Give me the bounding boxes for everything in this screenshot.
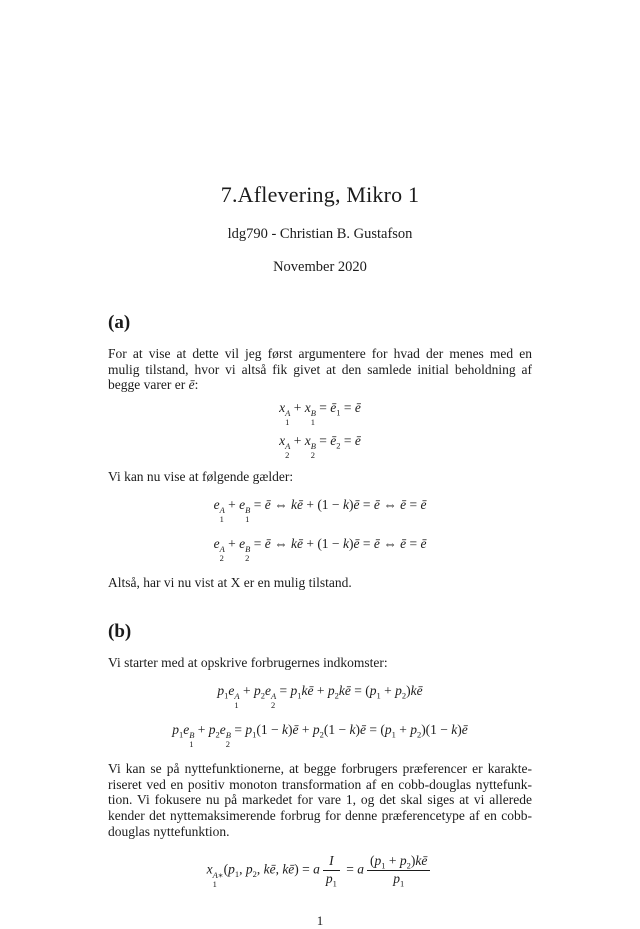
paragraph-line: riseret ved en positiv monoton transformation af en cobb-douglas nyttefunk- bbox=[108, 776, 532, 792]
page-number: 1 bbox=[316, 912, 324, 928]
section-a-mid-text: Vi kan nu vise at følgende gælder: bbox=[108, 468, 294, 484]
equation-line: e A 1 + e B 1 = ē ⇔ kē + (1 − k)ē = ē ⇔ ē = ē bbox=[213, 496, 427, 524]
equation-line: $p_1e$ B 1 + $p_2e$ B 2 = $p_1(1$ − k)ē + $p_2(1$ − k)ē = $(p_1 + p_2)(1$ − k)ē bbox=[172, 722, 468, 750]
equation-line: x A 2 + x B 2 = $ē_2$ = ē bbox=[279, 432, 361, 461]
paragraph-line: For at vise at dette vil jeg først argumentere for hvad der menes med en bbox=[108, 346, 532, 361]
paragraph-line: mulig tilstand, hvor vi altså fik givet at den samlede initial beholdning af bbox=[108, 361, 532, 377]
section-a-equation-block-1 bbox=[108, 400, 532, 460]
document-author: ldg790 - Christian B. Gustafson bbox=[227, 226, 413, 242]
paragraph-line: douglas nyttefunktion. bbox=[108, 823, 230, 839]
section-b-heading: (b) bbox=[108, 621, 132, 643]
section-a-heading: (a) bbox=[108, 312, 131, 333]
document-title: 7.Aflevering, Mikro 1 bbox=[220, 182, 420, 207]
equation-line: x A∗ 1 ($p_1$, $p_2$, kē, kē) = a $\frac{I}{p_1}$ = a $\frac{(p_1 + p_2)kē}{p_1}$ bbox=[108, 853, 532, 889]
section-a-equation-block-2 bbox=[108, 497, 532, 563]
section-b-equation-block-1 bbox=[108, 683, 532, 749]
paragraph-line: Vi kan se på nyttefunktionerne, at begge forbrugers præferencer er karakte- bbox=[108, 761, 532, 777]
section-b-final-equation-block bbox=[108, 853, 532, 889]
section-b-body-paragraph bbox=[108, 761, 532, 839]
paragraph-line: kender det nyttemaksimerende forbrug for denne præferencetype af en cobb- bbox=[108, 807, 532, 823]
paragraph-line: tion. Vi fokusere nu på markedet for vare 1, og det skal siges at vi allerede bbox=[108, 792, 532, 808]
equation-line: x A 1 + x B 1 = $ē_1$ = ē bbox=[279, 399, 361, 427]
paragraph-line: begge varer er ē: bbox=[108, 377, 199, 393]
section-a-outro-text: Altså, har vi nu vist at X er en mulig tilstand. bbox=[108, 574, 352, 590]
section-b-intro-text: Vi starter med at opskrive forbrugernes indkomster: bbox=[108, 655, 388, 671]
equation-line: e A 2 + e B 2 = ē ⇔ kē + (1 − k)ē = ē ⇔ ē = ē bbox=[213, 535, 427, 563]
document-content bbox=[108, 0, 532, 929]
section-a-intro-paragraph bbox=[108, 346, 532, 393]
document-date: November 2020 bbox=[273, 259, 367, 275]
equation-line: $p_1e$ A 1 + $p_2e$ A 2 = $p_1kē$ + $p_2kē = (p_1$ + $p_2)kē$ bbox=[217, 682, 423, 711]
